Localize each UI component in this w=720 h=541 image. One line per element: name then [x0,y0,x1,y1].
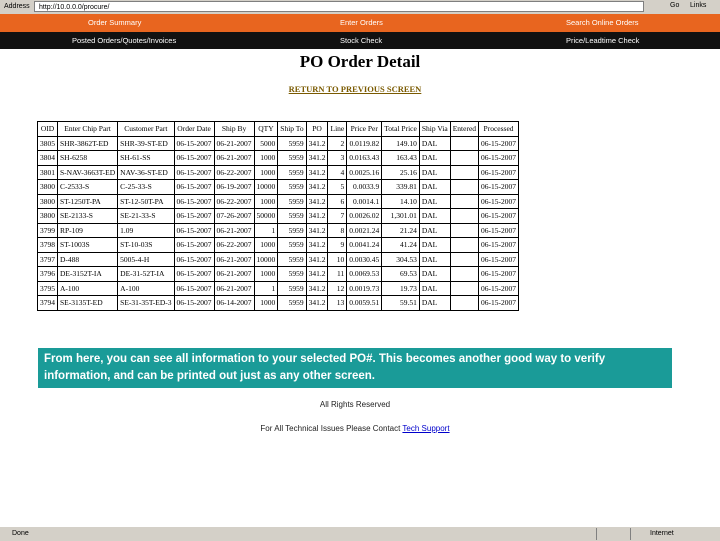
table-cell: DAL [419,151,450,166]
table-cell: 06-21-2007 [214,223,254,238]
table-cell: DE-31-52T-IA [118,267,174,282]
table-cell: 341.2 [306,223,328,238]
table-cell: 9 [328,238,347,253]
table-cell: 5959 [278,281,306,296]
status-text: Done [12,530,29,537]
table-cell: 341.2 [306,209,328,224]
table-cell: 1000 [254,165,278,180]
table-cell: 06-15-2007 [479,238,519,253]
table-cell: 06-15-2007 [174,252,214,267]
column-header: OID [38,122,58,137]
table-cell: 06-15-2007 [479,165,519,180]
table-row [38,223,519,238]
address-field[interactable]: http://10.0.0.0/procure/ [34,1,644,12]
table-header-row [38,122,519,137]
column-header: Ship By [214,122,254,137]
table-cell: 1000 [254,267,278,282]
table-cell: 06-14-2007 [214,296,254,311]
table-cell: 5959 [278,194,306,209]
table-cell: 0.0069.53 [347,267,382,282]
table-cell: 3805 [38,136,58,151]
table-cell: 06-15-2007 [479,252,519,267]
column-header: QTY [254,122,278,137]
table-row [38,296,519,311]
table-cell: 06-15-2007 [479,136,519,151]
table-cell: 5959 [278,165,306,180]
table-cell [450,151,478,166]
table-cell: A-100 [58,281,118,296]
table-cell: ST-1003S [58,238,118,253]
table-cell [450,238,478,253]
table-cell: DAL [419,180,450,195]
table-cell: 06-15-2007 [174,281,214,296]
table-cell [450,209,478,224]
table-cell [450,267,478,282]
table-cell: 19.73 [382,281,420,296]
column-header: Entered [450,122,478,137]
table-row [38,151,519,166]
table-cell: 06-21-2007 [214,252,254,267]
table-row [38,252,519,267]
column-header: Order Date [174,122,214,137]
table-cell: 2 [328,136,347,151]
table-cell: 14.10 [382,194,420,209]
table-cell: 06-21-2007 [214,267,254,282]
table-cell: 06-21-2007 [214,281,254,296]
table-cell: 50000 [254,209,278,224]
table-cell: 5959 [278,296,306,311]
status-bar [0,526,720,541]
table-cell: 8 [328,223,347,238]
table-cell: 0.0119.82 [347,136,382,151]
table-cell: 11 [328,267,347,282]
table-cell: 06-19-2007 [214,180,254,195]
table-cell: 13 [328,296,347,311]
table-cell: 163.43 [382,151,420,166]
table-cell: 341.2 [306,165,328,180]
table-cell: DE-3152T-IA [58,267,118,282]
table-cell: 5959 [278,267,306,282]
table-cell: DAL [419,267,450,282]
annotation-caption: From here, you can see all information to your selected PO#. This becomes another good way to verify information, and can be printed out just as any other screen. [38,348,672,388]
table-cell: 10000 [254,252,278,267]
table-cell: 341.2 [306,136,328,151]
column-header: Price Per [347,122,382,137]
table-cell: 3796 [38,267,58,282]
table-cell: SE-31-35T-ED-3 [118,296,174,311]
table-cell: 3800 [38,180,58,195]
table-cell: 5959 [278,136,306,151]
table-cell: 06-15-2007 [174,209,214,224]
table-cell: DAL [419,209,450,224]
status-divider [630,528,631,540]
table-cell: 1 [254,281,278,296]
table-cell: 0.0041.24 [347,238,382,253]
footer-rights: All Rights Reserved [319,400,391,409]
page-title: PO Order Detail [299,52,421,71]
links-button[interactable]: Links [690,2,707,9]
table-cell: 3795 [38,281,58,296]
table-cell: 341.2 [306,180,328,195]
table-cell: ST-1250T-PA [58,194,118,209]
table-cell: ST-10-03S [118,238,174,253]
table-cell: 341.2 [306,281,328,296]
table-cell: 304.53 [382,252,420,267]
table-cell: 1 [254,223,278,238]
table-cell: 06-15-2007 [479,209,519,224]
table-cell: 06-15-2007 [174,223,214,238]
column-header: Ship Via [419,122,450,137]
table-cell: 1000 [254,151,278,166]
table-cell: 3 [328,151,347,166]
table-row [38,281,519,296]
table-cell [450,252,478,267]
table-cell: 0.0033.9 [347,180,382,195]
column-header: Line [328,122,347,137]
nav-posted-orders[interactable]: Posted Orders/Quotes/Invoices [72,36,177,45]
table-cell: C-25-33-S [118,180,174,195]
table-cell: 0.0026.02 [347,209,382,224]
table-cell [450,180,478,195]
table-cell: 3799 [38,223,58,238]
column-header: Ship To [278,122,306,137]
table-cell: DAL [419,281,450,296]
status-divider [596,528,597,540]
table-cell: 07-26-2007 [214,209,254,224]
table-row [38,238,519,253]
column-header: PO [306,122,328,137]
table-cell: 5000 [254,136,278,151]
table-cell: 339.81 [382,180,420,195]
table-cell: RP-109 [58,223,118,238]
table-cell: 06-15-2007 [174,238,214,253]
table-cell [450,223,478,238]
table-cell: 06-15-2007 [479,281,519,296]
table-row [38,180,519,195]
table-row [38,267,519,282]
table-cell: 21.24 [382,223,420,238]
table-cell: 41.24 [382,238,420,253]
table-cell: 0.0014.1 [347,194,382,209]
table-cell: 341.2 [306,296,328,311]
table-cell: 3798 [38,238,58,253]
table-cell: 1,301.01 [382,209,420,224]
table-cell: 06-15-2007 [174,165,214,180]
table-cell: 5959 [278,151,306,166]
table-row [38,209,519,224]
secondary-nav [0,32,720,49]
table-cell: 0.0163.43 [347,151,382,166]
table-cell: D-488 [58,252,118,267]
table-cell: 341.2 [306,151,328,166]
table-cell [450,165,478,180]
table-cell: 341.2 [306,238,328,253]
nav-enter-orders[interactable]: Enter Orders [340,18,383,27]
table-cell: 1000 [254,238,278,253]
table-cell: 06-15-2007 [174,180,214,195]
table-row [38,194,519,209]
column-header: Enter Chip Part [58,122,118,137]
table-cell: SE-3135T-ED [58,296,118,311]
return-link[interactable]: RETURN TO PREVIOUS SCREEN [288,84,422,94]
table-cell: SH-6258 [58,151,118,166]
nav-price-leadtime-check[interactable]: Price/Leadtime Check [566,36,640,45]
table-cell: 0.0030.45 [347,252,382,267]
table-cell: DAL [419,252,450,267]
table-cell: 06-22-2007 [214,165,254,180]
table-cell: 25.16 [382,165,420,180]
column-header: Processed [479,122,519,137]
table-cell: 06-15-2007 [479,180,519,195]
table-cell: 341.2 [306,267,328,282]
nav-search-online-orders[interactable]: Search Online Orders [566,18,639,27]
table-cell: 5959 [278,223,306,238]
table-cell [450,281,478,296]
table-cell [450,136,478,151]
table-cell: S-NAV-3663T-ED [58,165,118,180]
table-cell: 5959 [278,238,306,253]
table-cell: 7 [328,209,347,224]
table-cell: 12 [328,281,347,296]
table-cell: DAL [419,296,450,311]
table-cell: 06-15-2007 [479,194,519,209]
table-cell: 06-15-2007 [479,267,519,282]
table-cell: 3800 [38,209,58,224]
table-cell [450,194,478,209]
table-cell: 3801 [38,165,58,180]
table-cell: 5959 [278,180,306,195]
table-cell: 06-15-2007 [479,223,519,238]
table-cell: 0.0019.73 [347,281,382,296]
table-cell: SH-61-SS [118,151,174,166]
table-cell: NAV-36-ST-ED [118,165,174,180]
table-cell: 4 [328,165,347,180]
table-cell: 0.0059.51 [347,296,382,311]
table-cell: 06-15-2007 [479,296,519,311]
table-cell: 06-15-2007 [174,194,214,209]
table-cell: 06-15-2007 [174,267,214,282]
table-cell: 06-15-2007 [174,151,214,166]
nav-stock-check[interactable]: Stock Check [340,36,383,45]
tech-support-link[interactable]: Tech Support [402,424,450,433]
table-cell: SE-21-33-S [118,209,174,224]
table-cell: 06-22-2007 [214,194,254,209]
address-label: Address [4,3,30,10]
table-cell: 1000 [254,296,278,311]
table-cell: 69.53 [382,267,420,282]
table-cell: 3794 [38,296,58,311]
table-cell: SHR-39-ST-ED [118,136,174,151]
table-cell: 06-15-2007 [174,136,214,151]
table-cell: 1000 [254,194,278,209]
table-cell: ST-12-50T-PA [118,194,174,209]
po-detail-table [37,121,519,311]
table-cell: 06-15-2007 [479,151,519,166]
table-cell: DAL [419,194,450,209]
table-cell: DAL [419,165,450,180]
table-cell: 149.10 [382,136,420,151]
table-cell: 6 [328,194,347,209]
top-nav [0,14,720,32]
table-cell: 341.2 [306,252,328,267]
table-cell: 5959 [278,252,306,267]
table-cell: DAL [419,136,450,151]
address-bar [0,0,720,15]
nav-order-summary[interactable]: Order Summary [88,18,142,27]
table-cell: 3804 [38,151,58,166]
column-header: Customer Part [118,122,174,137]
footer-support [0,424,710,433]
table-cell: 10 [328,252,347,267]
table-cell: 3797 [38,252,58,267]
table-cell: 5 [328,180,347,195]
table-cell: 06-22-2007 [214,238,254,253]
table-cell: 06-21-2007 [214,151,254,166]
column-header: Total Price [382,122,420,137]
table-cell: 1.09 [118,223,174,238]
footer-support-text: For All Technical Issues Please Contact [260,424,401,433]
table-cell: DAL [419,238,450,253]
table-cell: SE-2133-S [58,209,118,224]
table-cell: 5959 [278,209,306,224]
table-cell: DAL [419,223,450,238]
table-cell: 3800 [38,194,58,209]
table-cell: 5005-4-H [118,252,174,267]
table-cell [450,296,478,311]
table-cell: 59.51 [382,296,420,311]
table-cell: 0.0025.16 [347,165,382,180]
table-cell: A-100 [118,281,174,296]
status-zone: Internet [650,530,674,537]
go-button[interactable]: Go [670,2,680,9]
table-cell: 06-21-2007 [214,136,254,151]
table-cell: 06-15-2007 [174,296,214,311]
table-cell: SHR-3862T-ED [58,136,118,151]
table-cell: 341.2 [306,194,328,209]
table-row [38,136,519,151]
table-cell: 0.0021.24 [347,223,382,238]
table-row [38,165,519,180]
table-cell: 10000 [254,180,278,195]
table-cell: C-2533-S [58,180,118,195]
